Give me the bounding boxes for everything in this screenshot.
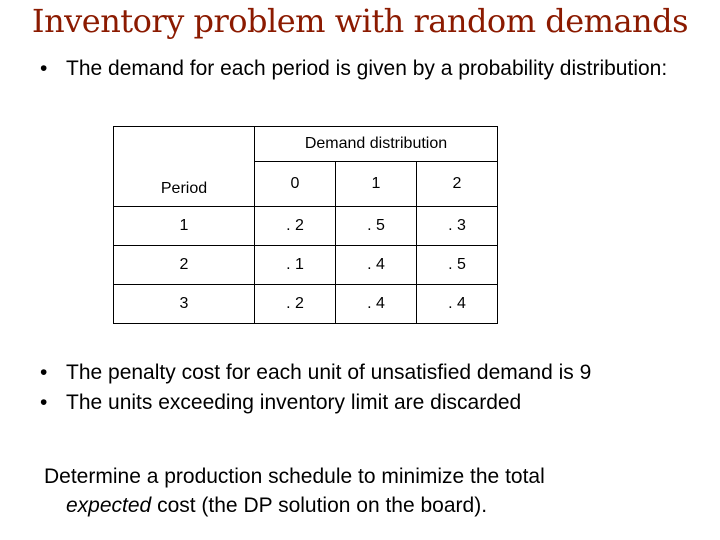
bullet-dot: •: [40, 57, 48, 80]
task-line-2-rest: cost (the DP solution on the board).: [151, 494, 488, 517]
bullet-dot: •: [40, 361, 48, 384]
task-line-1: Determine a production schedule to minimize the total: [44, 465, 545, 488]
period-cell: 2: [114, 246, 255, 285]
intro-bullet-text: The demand for each period is given by a probability distribution:: [66, 57, 668, 80]
bullet-item: [40, 54, 680, 84]
table-row: [114, 207, 498, 246]
table-row: [114, 246, 498, 285]
period-header: Period: [160, 179, 208, 197]
task-statement: [44, 462, 684, 520]
cost-bullet-list: [40, 358, 710, 418]
period-header-cell: [114, 127, 255, 207]
discard-bullet-text: The units exceeding inventory limit are discarded: [66, 391, 522, 414]
prob-cell: . 5: [417, 246, 498, 285]
intro-bullet-list: [40, 54, 680, 84]
period-cell: 3: [114, 285, 255, 324]
prob-cell: . 5: [336, 207, 417, 246]
bullet-item: [40, 388, 710, 418]
prob-cell: . 3: [417, 207, 498, 246]
demand-value-header: 0: [255, 162, 336, 207]
expected-emphasis: expected: [66, 494, 152, 517]
demand-value-header: 2: [417, 162, 498, 207]
prob-cell: . 4: [336, 246, 417, 285]
prob-cell: . 2: [255, 285, 336, 324]
prob-cell: . 4: [336, 285, 417, 324]
demand-distribution-table: [113, 126, 498, 324]
demand-value-header: 1: [336, 162, 417, 207]
penalty-bullet-text: The penalty cost for each unit of unsatisfied demand is 9: [66, 361, 592, 384]
slide-title: Inventory problem with random demands: [31, 2, 689, 40]
bullet-dot: •: [40, 391, 48, 414]
group-header: Demand distribution: [255, 127, 498, 162]
task-line-2: [44, 491, 684, 520]
bullet-item: [40, 358, 710, 388]
prob-cell: . 4: [417, 285, 498, 324]
period-cell: 1: [114, 207, 255, 246]
prob-cell: . 2: [255, 207, 336, 246]
prob-cell: . 1: [255, 246, 336, 285]
table-row: [114, 285, 498, 324]
